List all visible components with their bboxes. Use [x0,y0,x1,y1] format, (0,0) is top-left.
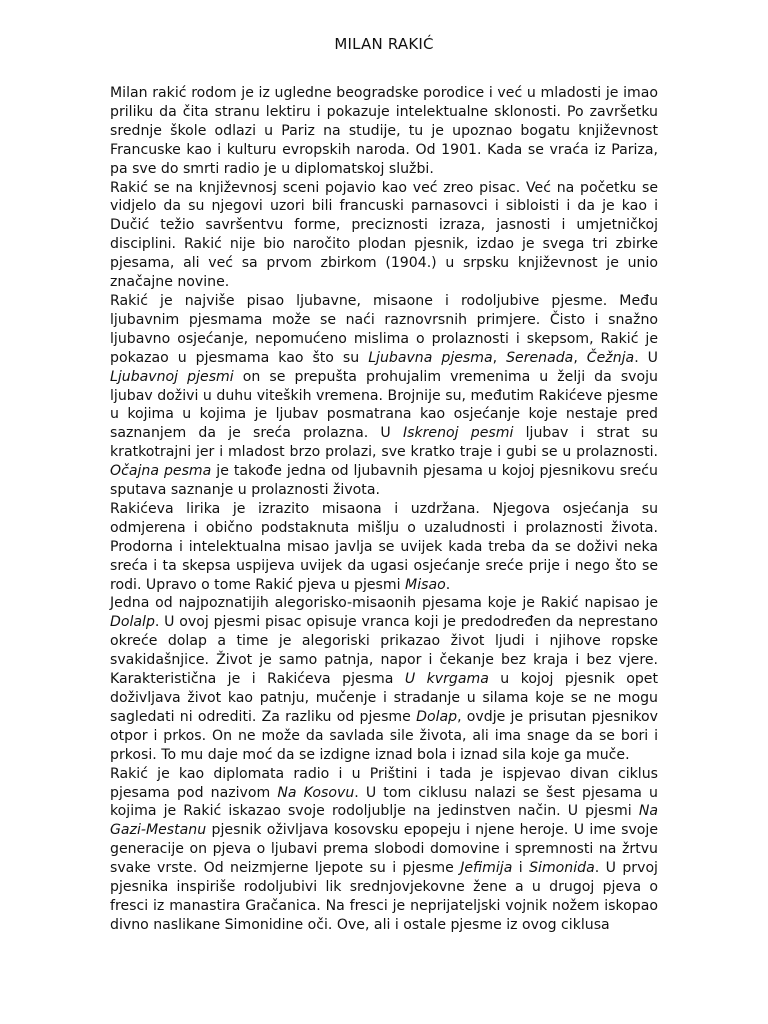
paragraph-text: , ovdje je prisutan pjesnikov otpor i prkos. On ne može da savlada sile života, ali ima snage da se bori i prkosi. To mu daje moć da se izdigne iznad bola i iznad sila koje ga muče. [110,708,659,763]
paragraph-text: . U tom ciklusu nalazi se šest pjesama u kojima je Rakić iskazao svoje rodoljublje na jedinstven način. U pjesmi [110,784,658,820]
italic-title-text: Simonida [529,860,595,877]
paragraph [110,765,658,935]
italic-title-text: Očajna pesma [110,463,212,480]
paragraph [110,179,658,292]
paragraph-text: Milan rakić rodom je iz ugledne beogradske porodice i već u mladosti je imao priliku da čita stranu lektiru i pokazuje intelektualne sklonosti. Po završetku srednje škole odlazi u Pariz na studije, tu je upoznao bogatu književnost Francuske kao i kulturu evropskih naroda. Od 1901. Kada se vraća iz Pariza, pa sve do smrti radio je u diplomatskoj službi. [110,85,658,177]
italic-title-text: Jefimija [460,860,513,877]
paragraph-text: Rakić se na književnosj sceni pojavio kao već zreo pisac. Već na početku se vidjelo da su njegovi uzori bili francuski parnasovci i sibloisti i da je kao i Dučić težio savršentvu forme, preciznosti izraza, jasnosti i umjetničkoj disciplini. Rakić nije bio naročito plodan pjesnik, izdao je svega tri zbirke pjesama, ali već sa prvom zbirkom (1904.) u srpsku književnost je unio značajne novine. [110,179,658,291]
document-title: MILAN RAKIĆ [334,35,434,53]
italic-title-text: Ljubavnoj pjesmi [110,368,234,385]
document-body [110,84,658,935]
paragraph [110,292,658,500]
paragraph-text: je takođe jedna od ljubavnih pjesama u kojoj pjesnikovu sreću sputava saznanje u prolaznosti života. [110,463,658,499]
italic-title-text: Dolap [416,708,458,725]
italic-title-text: Dolalp [110,614,155,631]
paragraph [110,500,658,595]
paragraph-text: . U prvoj pjesnika inspiriše rodoljubivi lik srednjovjekovne žene a u drugoj pjeva o fresci iz manastira Gračanica. Na fresci je neprijateljski vojnik nožem iskopao divno naslikane Simonidine oči. Ove, ali i ostale pjesme iz ovog ciklusa [110,860,658,933]
paragraph-text: Rakićeva lirika je izrazito misaona i uzdržana. Njegova osjećanja su odmjerena i obično podstaknuta mišlju o uzaludnosti i prolaznosti života. Prodorna i intelektualna misao javlja se uvijek kada treba da se doživi neka sreća i ta skepsa uspijeva uvijek da ugasi osjećanje sreće prije i nego što se rodi. Upravo o tome Rakić pjeva u pjesmi [110,500,658,593]
paragraph-text: ljubav i strat su kratkotrajni jer i mladost brzo prolazi, sve kratko traje i gubi se u prolaznosti. [110,425,659,461]
italic-title-text: Iskrenoj pesmi [402,425,514,442]
italic-title-text: Ljubavna pjesma [368,349,493,366]
paragraph-text: i [512,860,530,877]
paragraph-text: . U ovoj pjesmi pisac opisuje vranca koji je predodređen da neprestano okreće dolap a time je alegoriski prikazao život ljudi i njihove ropske svakidašnjice. Život je samo patnja, napor i čekanje bez kraja i bez vjere. Karakteristična je i Rakićeva pjesma [110,614,658,688]
italic-title-text: U kvrgama [404,671,489,688]
paragraph-text: . U [634,349,658,366]
paragraph [110,594,658,764]
italic-title-text: Serenada [506,349,574,366]
paragraph-text: Rakić je kao diplomata radio i u Prištini i tada je ispjevao divan ciklus pjesama pod nazivom [110,765,658,801]
italic-title-text: Misao [405,576,446,593]
italic-title-text: Na Gazi-Mestanu [110,803,658,839]
italic-title-text: Na Kosovu [277,784,355,801]
paragraph-text: Rakić je najviše pisao ljubavne, misaone i rodoljubive pjesme. Među ljubavnim pjesmama može se naći raznovrsnih primjere. Čisto i snažno ljubavno osjećanje, nepomućeno mislima o prolaznosti i skepsom, Rakić je pokazao u pjesmama kao što su [110,292,658,366]
paragraph-text: pjesnik oživljava kosovsku epopeju i njene heroje. U ime svoje generacije on pjeva o ljubavi prema slobodi domovine i spremnosti na žrtvu svake vrste. Od neizmjerne ljepote su i pjesme [110,822,658,877]
paragraph [110,84,658,179]
paragraph-text: , [573,349,587,366]
paragraph-text: , [492,349,507,366]
paragraph-text: on se prepušta prohujalim vremenima u želji da svoju ljubav doživi u duhu viteških vremena. Brojnije su, međutim Rakićeve pjesme u kojima u kojima je ljubav posmatrana kao osjećanje koje nestaje pred saznanjem da je sreća prolazna. U [110,368,658,442]
paragraph-text: . [445,576,451,593]
italic-title-text: Čežnja [586,349,635,366]
paragraph-text: Jedna od najpoznatijih alegorisko-misaonih pjesama koje je Rakić napisao je [110,595,658,612]
paragraph-text: u kojoj pjesnik opet doživljava život kao patnju, mučenje i stradanje u silama koje se ne mogu sagledati ni odrediti. Za razliku od pjesme [110,671,658,725]
